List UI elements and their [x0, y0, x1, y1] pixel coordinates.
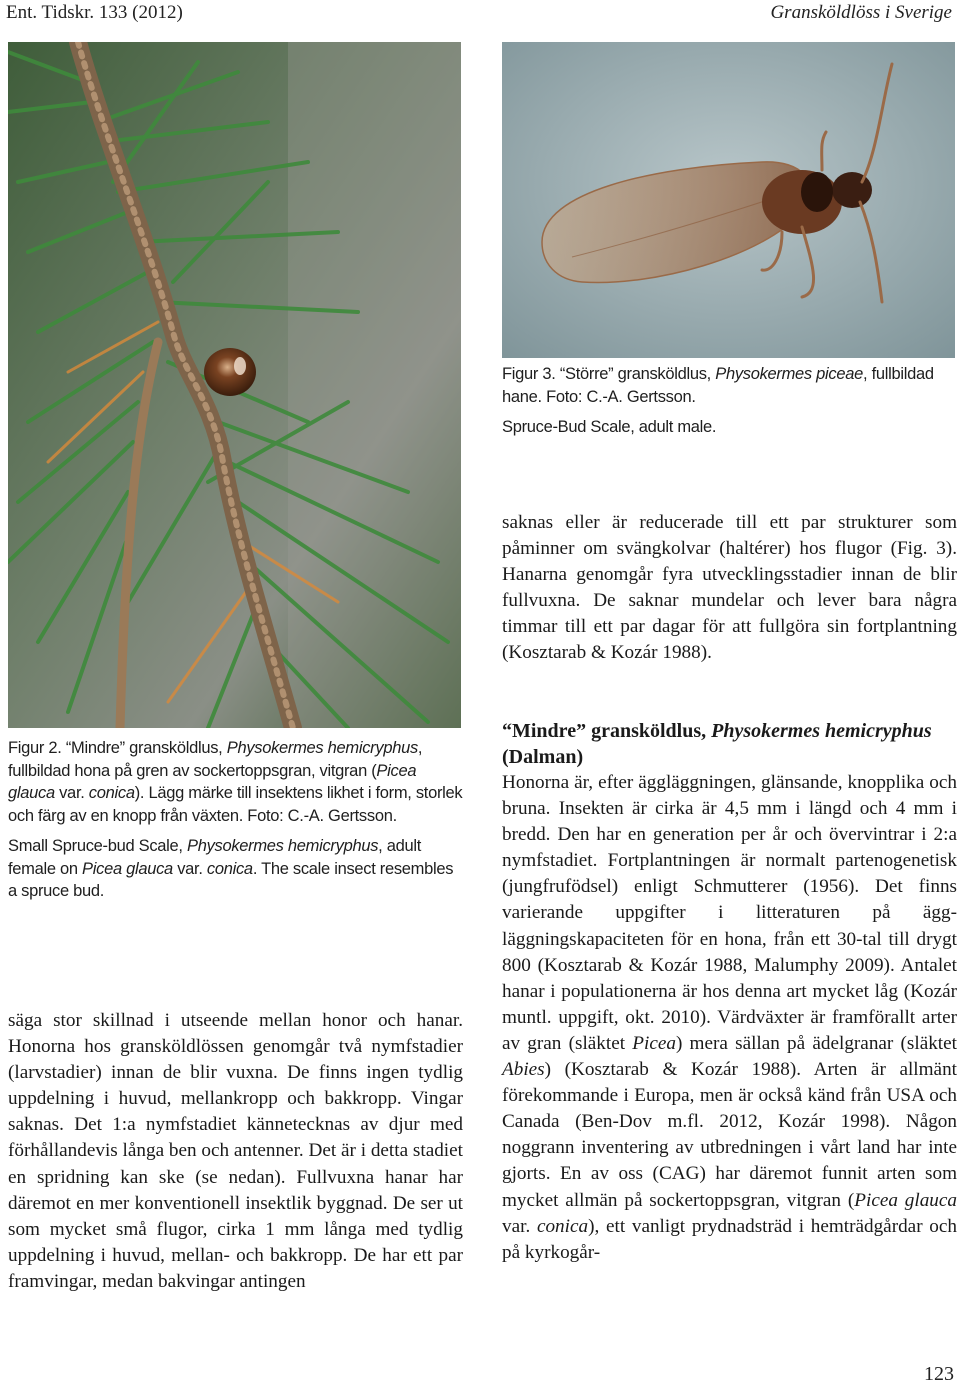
right-column-paragraph-1	[502, 510, 957, 667]
caption-text: , adult female on	[8, 837, 422, 878]
caption-text: var.	[54, 784, 89, 802]
section-heading	[502, 718, 957, 770]
caption-text: . The scale insect resembles a spruce bud.	[8, 859, 454, 900]
species-name: Picea glauca	[854, 1189, 957, 1211]
paragraph-text: saknas eller är reducerade till ett par strukturer som påminner om svängkolvar (haltérer) hos flugor (Fig. 3). Hanarna genomgår fyra utvecklingsstadier innan de blir fullvuxna. De saknar mundelar och lever bara några timmar till ett par dagar för att fullgöra sin fortplantning (Kosztarab & Kozár 1988).	[502, 512, 957, 664]
paragraph-text: ), ett vanligt prydnadsträd i hemträdgårdar och på kyrkogår-	[502, 1215, 957, 1263]
paragraph-text: ) mera sällan på ädelgranar (släktet	[675, 1032, 957, 1054]
caption-text: , fullbildad hane. Foto: C.-A. Gertsson.	[502, 365, 934, 406]
variety-name: conica	[536, 1215, 589, 1237]
right-column-section	[502, 718, 957, 1266]
running-header-right: Gransköldlöss i Sverige	[770, 2, 952, 23]
spruce-branch-illustration	[8, 42, 461, 728]
caption-text: Figur 3. “Större” gransköldlus,	[502, 365, 716, 383]
species-name: Physokermes hemicryphus	[186, 837, 379, 855]
paragraph-text: Honorna är, efter äggläggningen, glänsande, knopplika och bruna. Insekten är cirka är 4,5 mm i längd och 4 mm i bredd. Den har en generation per år och övervintrar i 2:a nymfstadiet. Fortplantningen är normalt partenogenetisk (jungfrufödsel) enligt Schmutterer (1956). Det finns varierande uppgifter i litteraturen på äggläggningskapaciteten för en hona, från ett 30-tal till drygt 800 (Kosztarab & Kozár 1988, Malumphy 2009). Antalet hanar i populationerna är hos denna art mycket låg (Kozár muntl. uppgift, okt. 2010). Värdväxter är framförallt arter av gran (släktet	[502, 772, 957, 1054]
caption-text: , fullbildad hona på gren av sockertoppsgran, vitgran (	[8, 739, 423, 780]
species-name: Physokermes hemicryphus	[226, 739, 418, 757]
page-number: 123	[924, 1363, 954, 1385]
variety-name: conica	[206, 859, 253, 878]
species-name: Picea glauca	[82, 859, 173, 878]
figure-2-caption-swedish	[8, 737, 463, 827]
scale-insect-bud	[204, 348, 256, 396]
species-name: Physokermes piceae	[715, 365, 863, 383]
genus-name: Abies	[502, 1059, 545, 1081]
caption-text: Small Spruce-bud Scale,	[8, 837, 187, 855]
right-column-paragraph-2	[502, 770, 957, 1266]
heading-text: (Dalman)	[502, 746, 584, 768]
paragraph-text: säga stor skillnad i utseende mellan honor och hanar. Honorna hos gransköldlössen genomgår två nymfstadier (larvstadier) innan de blir vuxna. De finns ingen tydlig uppdelning i huvud, mellankropp och bakkropp. Vingar saknas. Det 1:a nymfstadiet kännetecknas av djur med förhållandevis långa ben och antenner. Det är i detta stadiet en spridning kan ske (se nedan). Fullvuxna hanar har däremot en mer konventionell insektlik byggnad. De ser ut som mycket små flugor, cirka 1 mm långa med tydlig uppdelning i huvud, mellan- och bakkropp. De har ett par framvingar, medan bakvingar antingen	[8, 1010, 463, 1292]
variety-name: conica	[88, 784, 135, 802]
figure-2-caption-english	[8, 835, 463, 903]
figure-2-photo	[8, 42, 461, 728]
species-name: Picea glauca	[8, 761, 417, 802]
left-column-paragraph	[8, 1008, 463, 1295]
adult-male-insect-illustration	[502, 42, 955, 358]
figure-3-caption-swedish	[502, 363, 957, 408]
heading-species: Physokermes hemicryphus	[711, 720, 932, 742]
figure-3-caption-english: Spruce-Bud Scale, adult male.	[502, 418, 717, 436]
heading-text: “Mindre” gransköldlus,	[502, 720, 712, 742]
caption-text: Figur 2. “Mindre” gransköldlus,	[8, 739, 227, 757]
figure-2-caption	[8, 737, 463, 903]
paragraph-text: var.	[502, 1215, 537, 1237]
caption-text: var.	[172, 859, 207, 878]
paragraph-text: ) (Kosztarab & Kozár 1988). Arten är allmänt förekommande i Europa, men är också känd från USA och Canada (Ben-Dov m.fl. 2012, Kozár 1998). Någon noggrann inventering av utbredningen i vårt land har inte gjorts. En av oss (CAG) har däremot funnit arten som mycket allmän på sockertoppsgran, vitgran (	[502, 1059, 957, 1211]
caption-text: ). Lägg märke till insektens likhet i form, storlek och färg av en knopp från växten. Foto: C.-A. Gertsson.	[8, 784, 463, 825]
figure-3-caption	[502, 363, 957, 439]
running-header-left: Ent. Tidskr. 133 (2012)	[6, 2, 183, 23]
figure-3-photo	[502, 42, 955, 358]
genus-name: Picea	[632, 1032, 676, 1054]
